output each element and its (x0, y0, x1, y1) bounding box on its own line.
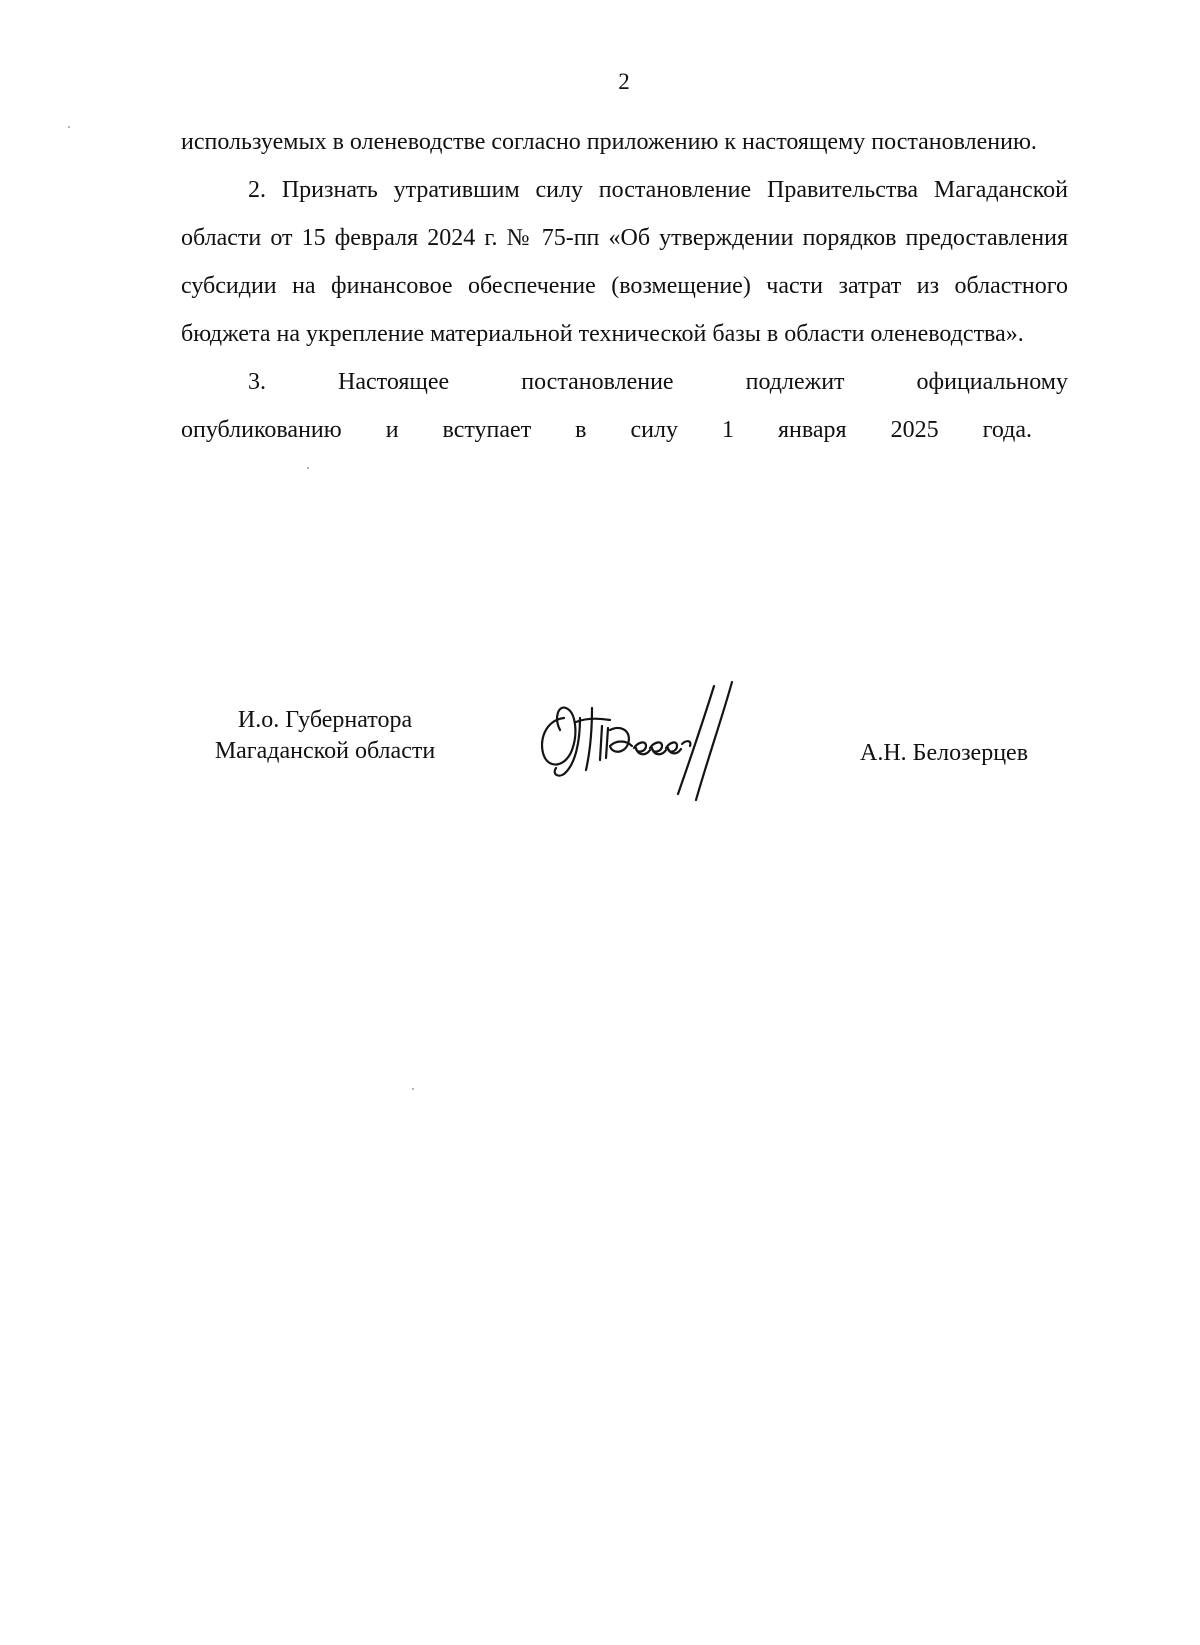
scan-speck (307, 467, 309, 469)
paragraph-item-3: 3. Настоящее постановление подлежит официальному опубликованию и вступает в силу 1 января 2025 года. (181, 369, 1068, 443)
scan-speck (68, 126, 70, 128)
signatory-title-line-1: И.о. Губернатора (237, 707, 413, 733)
signatory-title-line-2: Магаданской области (214, 738, 436, 764)
paragraph-item-2: 2. Признать утратившим силу постановление Правительства Магаданской области от 15 февраля 2024 г. № 75-пп «Об утверждении порядков предоставления субсидии на финансовое обеспечение (возмещение) части затрат из областного бюджета на укрепление материальной технической базы в области оленеводства». (181, 177, 1068, 347)
signatory-title (180, 705, 470, 767)
signer-name: А.Н. Белозерцев (860, 740, 1029, 766)
scan-speck (412, 1088, 414, 1090)
paragraph-continuation: используемых в оленеводстве согласно приложению к настоящему постановлению. (181, 129, 1037, 155)
handwritten-signature (536, 678, 766, 803)
page-number: 2 (618, 69, 630, 94)
document-body (181, 118, 1068, 454)
